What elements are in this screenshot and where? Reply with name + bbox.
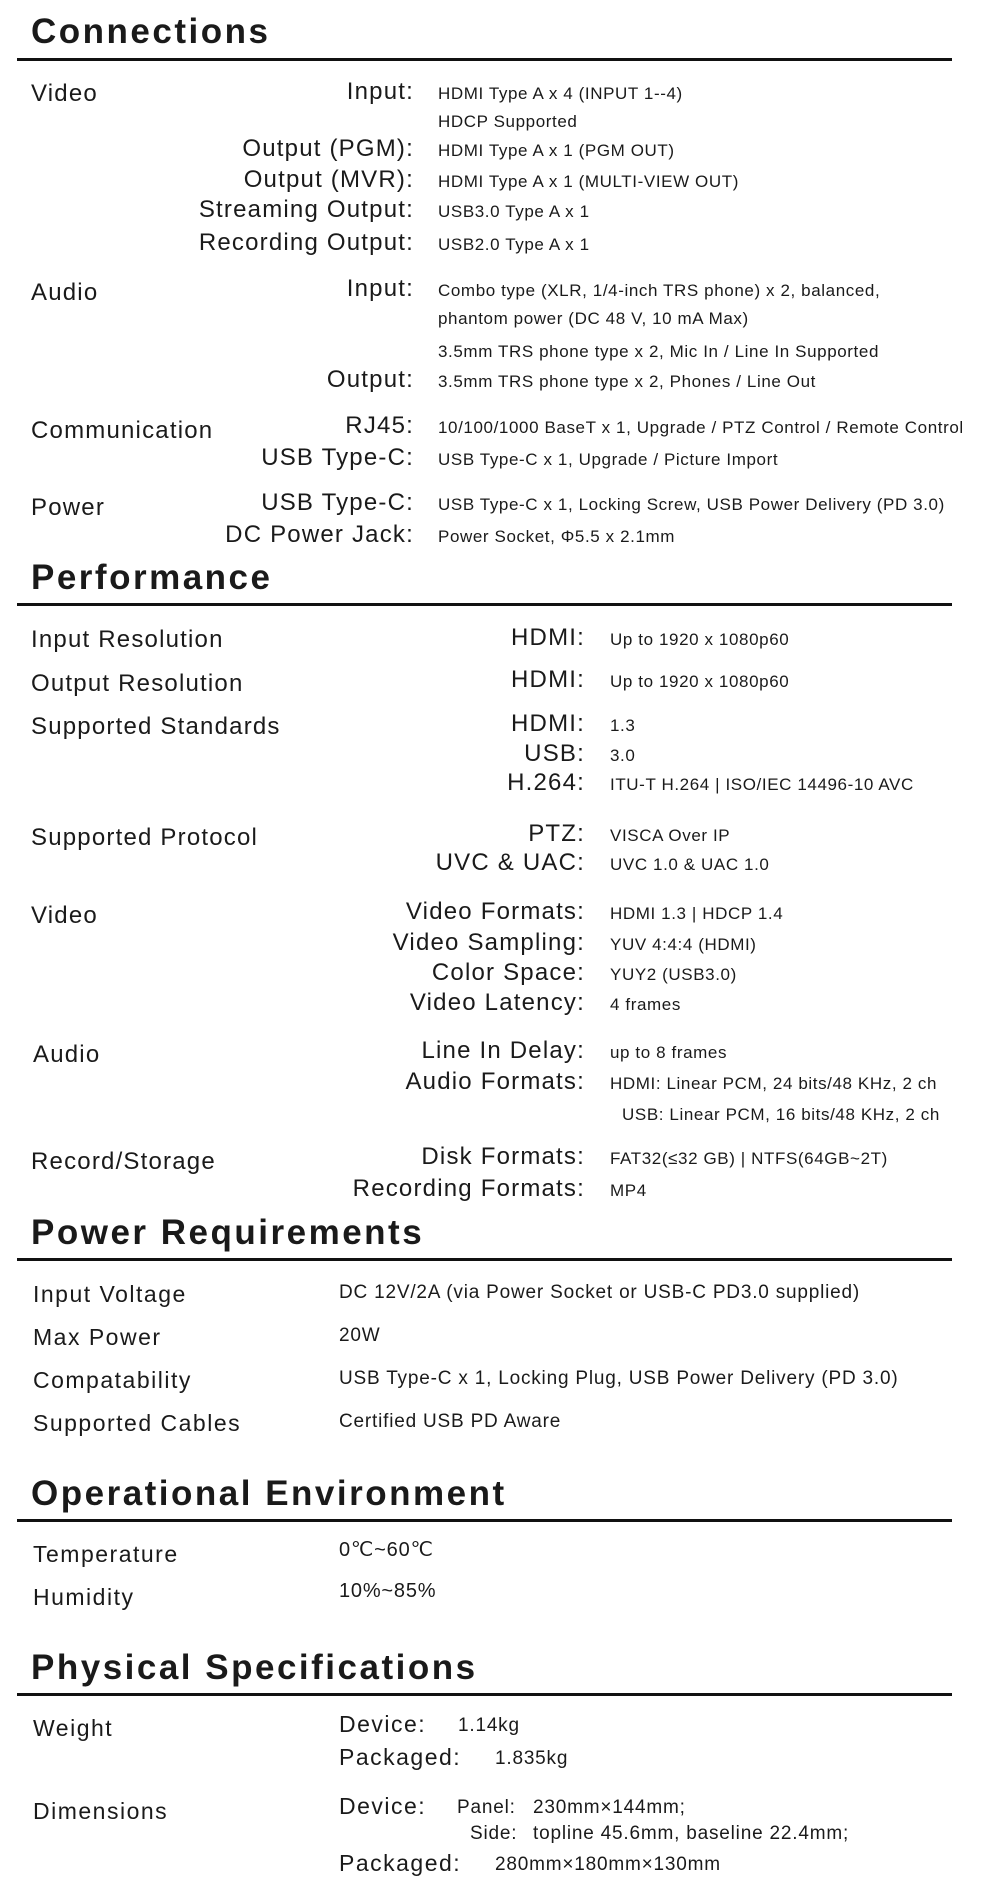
dc-power-jack-label: DC Power Jack: xyxy=(225,521,414,548)
input-voltage-value: DC 12V/2A (via Power Socket or USB-C PD3.0 supplied) xyxy=(339,1282,861,1303)
output-pgm-value: HDMI Type A x 1 (PGM OUT) xyxy=(438,141,675,160)
audio-input-phantom-value: phantom power (DC 48 V, 10 mA Max) xyxy=(438,309,749,328)
input-voltage-label: Input Voltage xyxy=(33,1281,187,1307)
power-usbc-value: USB Type-C x 1, Locking Screw, USB Power Delivery (PD 3.0) xyxy=(438,495,945,514)
standards-usb-value: 3.0 xyxy=(610,746,636,765)
output-mvr-label: Output (MVR): xyxy=(243,166,414,193)
standards-hdmi-label: HDMI: xyxy=(511,710,585,737)
section-divider xyxy=(17,603,952,606)
color-space-value: YUY2 (USB3.0) xyxy=(610,965,737,984)
audio-formats-hdmi-value: HDMI: Linear PCM, 24 bits/48 KHz, 2 ch xyxy=(610,1074,938,1093)
weight-device-value: 1.14kg xyxy=(458,1715,520,1736)
video-formats-value: HDMI 1.3 | HDCP 1.4 xyxy=(610,904,784,923)
line-in-delay-label: Line In Delay: xyxy=(421,1037,585,1064)
power-requirements-title: Power Requirements xyxy=(31,1213,425,1252)
perf-video-category: Video xyxy=(31,902,98,929)
audio-output-label: Output: xyxy=(326,366,414,393)
video-input-label: Input: xyxy=(346,78,414,105)
audio-output-value: 3.5mm TRS phone type x 2, Phones / Line Out xyxy=(438,372,816,391)
connections-title: Connections xyxy=(31,12,271,51)
video-category: Video xyxy=(31,80,98,107)
dimensions-packaged-value: 280mm×180mm×130mm xyxy=(495,1854,721,1875)
dimensions-side-label: Side: xyxy=(470,1823,518,1844)
recording-output-label: Recording Output: xyxy=(198,229,414,256)
perf-audio-category: Audio xyxy=(33,1041,101,1068)
operational-environment-title: Operational Environment xyxy=(31,1474,507,1513)
supported-cables-label: Supported Cables xyxy=(33,1410,242,1436)
output-resolution-category: Output Resolution xyxy=(31,670,244,697)
disk-formats-value: FAT32(≤32 GB) | NTFS(64GB~2T) xyxy=(610,1149,888,1168)
streaming-output-label: Streaming Output: xyxy=(198,196,414,223)
physical-specifications-title: Physical Specifications xyxy=(31,1648,478,1687)
section-divider xyxy=(17,1258,952,1261)
audio-input-mic-value: 3.5mm TRS phone type x 2, Mic In / Line In Supported xyxy=(438,342,879,361)
protocol-uvc-label: UVC & UAC: xyxy=(435,849,585,876)
power-usbc-label: USB Type-C: xyxy=(261,489,414,516)
protocol-ptz-label: PTZ: xyxy=(528,820,585,847)
audio-category: Audio xyxy=(31,279,99,306)
video-sampling-value: YUV 4:4:4 (HDMI) xyxy=(610,935,757,954)
output-resolution-value: Up to 1920 x 1080p60 xyxy=(610,672,790,691)
video-formats-label: Video Formats: xyxy=(405,898,585,925)
color-space-label: Color Space: xyxy=(431,959,585,986)
power-category: Power xyxy=(31,494,106,521)
comm-usbc-label: USB Type-C: xyxy=(261,444,414,471)
rj45-value: 10/100/1000 BaseT x 1, Upgrade / PTZ Control / Remote Control xyxy=(438,418,964,437)
input-resolution-category: Input Resolution xyxy=(31,626,224,653)
dc-power-jack-value: Power Socket, Φ5.5 x 2.1mm xyxy=(438,527,676,546)
output-resolution-label: HDMI: xyxy=(511,666,585,693)
audio-formats-usb-value: USB: Linear PCM, 16 bits/48 KHz, 2 ch xyxy=(622,1105,940,1124)
recording-formats-label: Recording Formats: xyxy=(352,1175,585,1202)
line-in-delay-value: up to 8 frames xyxy=(610,1043,728,1062)
weight-packaged-value: 1.835kg xyxy=(495,1748,569,1769)
video-sampling-label: Video Sampling: xyxy=(392,929,585,956)
recording-output-value: USB2.0 Type A x 1 xyxy=(438,235,590,254)
section-divider xyxy=(17,1693,952,1696)
supported-cables-value: Certified USB PD Aware xyxy=(339,1411,562,1432)
temperature-value: 0℃~60℃ xyxy=(339,1539,434,1561)
rj45-label: RJ45: xyxy=(345,412,414,439)
dimensions-label: Dimensions xyxy=(33,1798,169,1824)
audio-input-value: Combo type (XLR, 1/4-inch TRS phone) x 2, balanced, xyxy=(438,281,881,300)
weight-label: Weight xyxy=(33,1715,114,1741)
comm-usbc-value: USB Type-C x 1, Upgrade / Picture Import xyxy=(438,450,779,469)
section-divider xyxy=(17,58,952,61)
performance-title: Performance xyxy=(31,558,273,597)
protocol-ptz-value: VISCA Over IP xyxy=(610,826,731,845)
input-resolution-value: Up to 1920 x 1080p60 xyxy=(610,630,790,649)
communication-category: Communication xyxy=(31,417,214,444)
max-power-value: 20W xyxy=(339,1325,381,1346)
dimensions-panel-label: Panel: xyxy=(457,1797,516,1818)
dimensions-panel-value: 230mm×144mm; xyxy=(533,1797,686,1818)
dimensions-packaged-label: Packaged: xyxy=(339,1850,462,1876)
streaming-output-value: USB3.0 Type A x 1 xyxy=(438,202,590,221)
video-input-hdcp-value: HDCP Supported xyxy=(438,112,578,131)
disk-formats-label: Disk Formats: xyxy=(421,1143,585,1170)
standards-usb-label: USB: xyxy=(524,740,585,767)
supported-protocol-category: Supported Protocol xyxy=(31,824,259,851)
video-latency-label: Video Latency: xyxy=(409,989,585,1016)
standards-h264-value: ITU-T H.264 | ISO/IEC 14496-10 AVC xyxy=(610,775,914,794)
dimensions-side-value: topline 45.6mm, baseline 22.4mm; xyxy=(533,1823,850,1844)
record-storage-category: Record/Storage xyxy=(31,1148,216,1175)
section-divider xyxy=(17,1519,952,1522)
video-latency-value: 4 frames xyxy=(610,995,681,1014)
output-pgm-label: Output (PGM): xyxy=(242,135,414,162)
compatability-label: Compatability xyxy=(33,1367,192,1393)
video-input-value: HDMI Type A x 4 (INPUT 1--4) xyxy=(438,84,683,103)
audio-input-label: Input: xyxy=(346,275,414,302)
weight-device-label: Device: xyxy=(339,1711,427,1737)
weight-packaged-label: Packaged: xyxy=(339,1744,462,1770)
recording-formats-value: MP4 xyxy=(610,1181,647,1200)
audio-formats-label: Audio Formats: xyxy=(405,1068,585,1095)
temperature-label: Temperature xyxy=(33,1541,179,1567)
max-power-label: Max Power xyxy=(33,1324,162,1350)
humidity-label: Humidity xyxy=(33,1584,135,1610)
dimensions-device-label: Device: xyxy=(339,1793,427,1819)
compatability-value: USB Type-C x 1, Locking Plug, USB Power Delivery (PD 3.0) xyxy=(339,1368,899,1389)
standards-hdmi-value: 1.3 xyxy=(610,716,636,735)
protocol-uvc-value: UVC 1.0 & UAC 1.0 xyxy=(610,855,770,874)
supported-standards-category: Supported Standards xyxy=(31,713,281,740)
humidity-value: 10%~85% xyxy=(339,1580,437,1602)
input-resolution-label: HDMI: xyxy=(511,624,585,651)
standards-h264-label: H.264: xyxy=(507,769,585,796)
output-mvr-value: HDMI Type A x 1 (MULTI-VIEW OUT) xyxy=(438,172,739,191)
